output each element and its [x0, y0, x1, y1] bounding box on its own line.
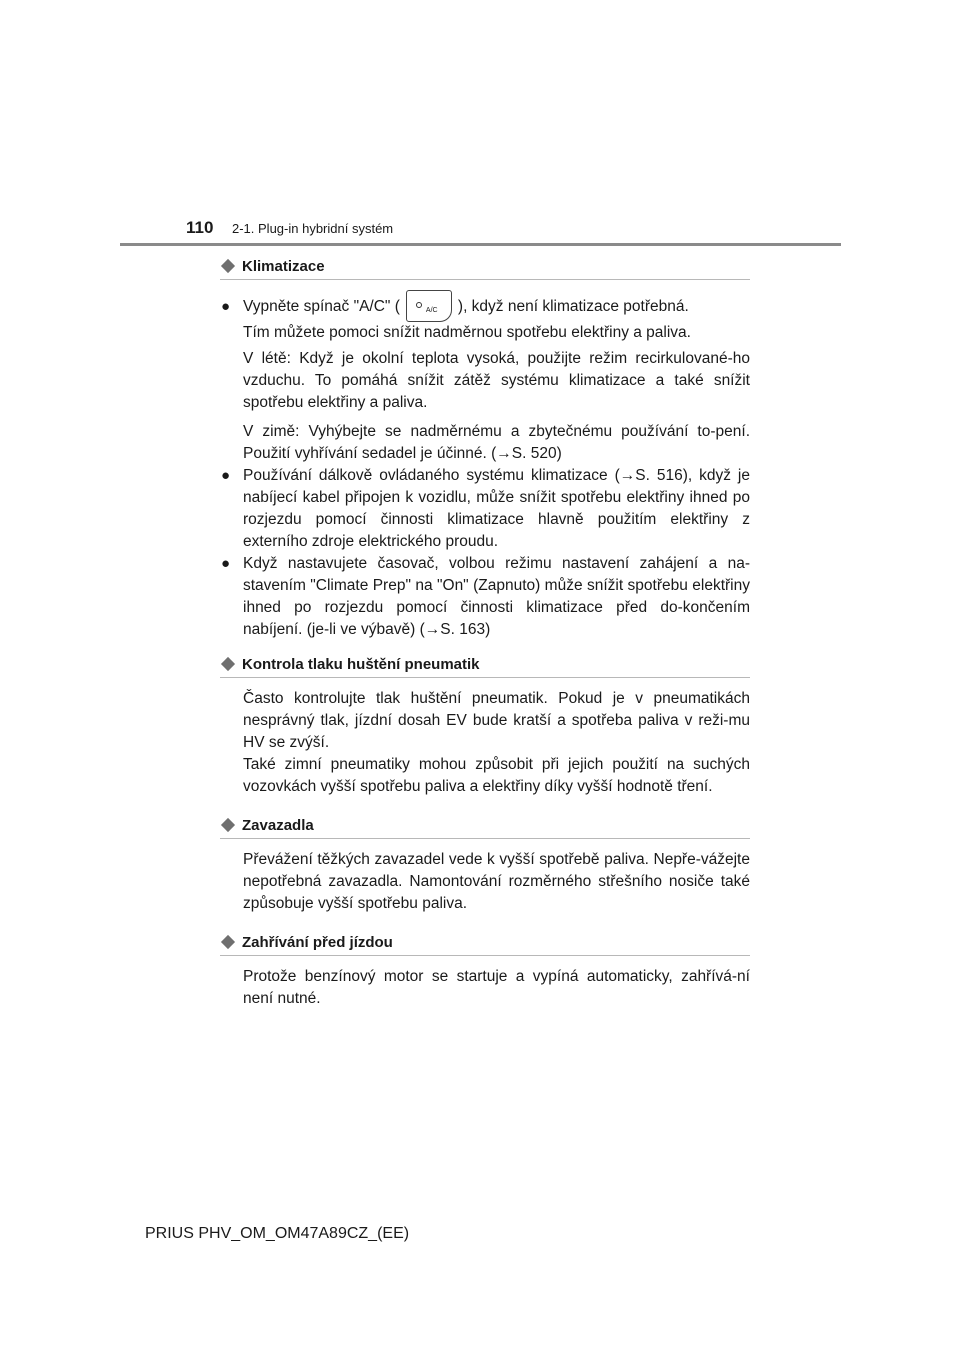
diamond-icon — [221, 935, 235, 949]
ac-indicator-led — [416, 302, 422, 308]
heading-klimatizace — [220, 255, 750, 280]
bullet-text: Vypněte spínač "A/C" ( — [243, 298, 400, 316]
section-title: 2-1. Plug-in hybridní systém — [232, 221, 394, 236]
heading-text: Kontrola tlaku huštění pneumatik — [242, 655, 480, 673]
heading-zavazadla — [220, 814, 750, 839]
paragraph: Často kontrolujte tlak huštění pneumatik. Pokud je v pneumatikách nesprávný tlak, jízdní dosah EV bude kratší a spotřeba paliva v reži-mu HV se zvýší. — [243, 690, 750, 752]
bullet-ac-switch — [243, 296, 750, 318]
bullet-text: ), když není klimatizace potřebná. — [457, 298, 689, 316]
paragraph: V zimě: Vyhýbejte se nadměrnému a zbytečnému používání to-pení. Použití vyhřívání sedadel je účinné. (→S. 520) — [243, 423, 750, 463]
bullet-remote-climate: ● Používání dálkově ovládaného systému klimatizace (→S. 516), když je nabíjecí kabel připojen k vozidlu, může snížit spotřebu elektřiny ihned po rozjezdu pomocí činnosti klimatizace hlavně použitím elektřiny z externího zdroje elektrického proudu. — [243, 465, 750, 553]
page-content — [220, 255, 750, 1010]
heading-zahrivani — [220, 931, 750, 956]
ac-icon-label: A/C — [425, 307, 438, 314]
heading-text: Zavazadla — [242, 816, 314, 834]
diamond-icon — [221, 259, 235, 273]
paragraph: Protože benzínový motor se startuje a vypíná automaticky, zahřívá-ní není nutné. — [243, 968, 750, 1008]
diamond-icon — [221, 818, 235, 832]
diamond-icon — [221, 657, 235, 671]
ac-button-icon — [406, 290, 452, 322]
heading-text: Klimatizace — [242, 257, 325, 275]
paragraph: Převážení těžkých zavazadel vede k vyšší spotřebě paliva. Nepře-vážejte nepotřebná zavazadla. Namontování rozměrného střešního nosiče také způsobuje vyšší spotřebu paliva. — [243, 851, 750, 913]
footer-doc-code: PRIUS PHV_OM_OM47A89CZ_(EE) — [145, 1225, 410, 1242]
header-rule — [120, 243, 841, 246]
heading-tlak — [220, 653, 750, 678]
bullet-climate-prep: ● Když nastavujete časovač, volbou režimu nastavení zahájení a na-stavením "Climate Prep" na "On" (Zapnuto) může snížit spotřebu elektřiny ihned po rozjezdu pomocí činnosti klimatizace před do-končením nabíjení. (je-li ve výbavě) (→S. 163) — [243, 553, 750, 641]
page-number: 110 — [186, 218, 214, 237]
paragraph: Tím můžete pomoci snížit nadměrnou spotřebu elektřiny a paliva. — [243, 324, 691, 342]
paragraph: V létě: Když je okolní teplota vysoká, použijte režim recirkulované-ho vzduchu. To pomáhá snížit zátěž systému klimatizace a také snížit spotřebu elektřiny a paliva. — [243, 350, 750, 412]
paragraph: Také zimní pneumatiky mohou způsobit při jejich použití na suchých vozovkách vyšší spotřebu paliva a elektřiny díky vyšší hodnotě tření. — [243, 756, 750, 796]
heading-text: Zahřívání před jízdou — [242, 933, 393, 951]
